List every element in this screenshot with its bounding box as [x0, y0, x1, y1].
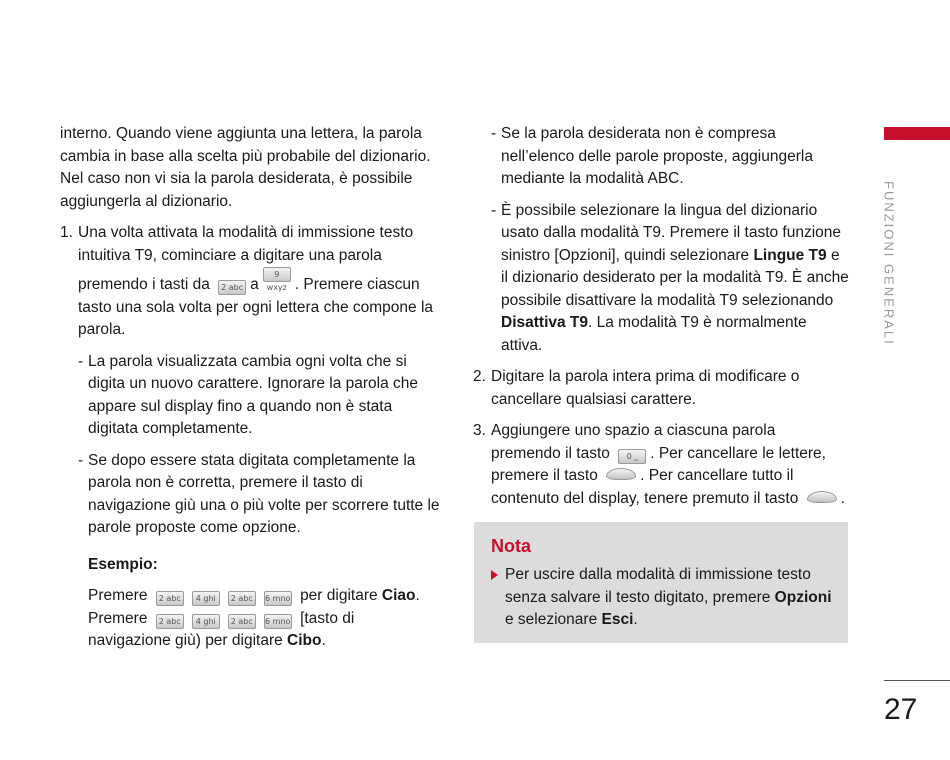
example-block — [88, 554, 440, 653]
section-tab-bar — [884, 127, 950, 140]
right-column — [473, 123, 849, 510]
example-label: Esempio: — [88, 555, 158, 573]
triangle-bullet-icon — [491, 570, 498, 580]
example-word: Cibo — [287, 632, 322, 649]
key-2-icon: 2 abc — [156, 591, 184, 606]
list-number: 3. — [473, 422, 486, 439]
key-2-icon: 2 abc — [228, 591, 256, 606]
section-label: FUNZIONI GENERALI — [881, 181, 897, 346]
sub-bullet-1: - La parola visualizzata cambia ogni volta che si digita un nuovo carattere. Ignorare la parola che appare sul display fino a quando non è stata digitata completamente. — [78, 352, 419, 437]
sub-bullet-3: - Se la parola desiderata non è compresa nell’elenco delle parole proposte, aggiungerla mediante la modalità ABC. — [491, 125, 813, 187]
intro-paragraph: interno. Quando viene aggiunta una lettera, la parola cambia in base alla scelta più probabile del dizionario. Nel caso non vi sia la parola desiderata, è possibile aggiungerla al dizionario. — [60, 125, 431, 210]
page-number-rule — [884, 680, 950, 681]
note-body: Per uscire dalla modalità di immissione testo senza salvare il testo digitato, premere Opzioni e selezionare Esci. — [491, 564, 836, 632]
list-number: 1. — [60, 224, 73, 241]
key-9-icon: 9 wxyz — [263, 267, 291, 282]
list-item-2: 2. Digitare la parola intera prima di modificare o cancellare qualsiasi carattere. — [473, 366, 849, 411]
list-item-3: 3. Aggiungere uno spazio a ciascuna parola premendo il tasto 0 ⎵ . Per cancellare le lettere, premere il tasto . Per cancellare tutto il contenuto del display, tenere premuto il tasto . — [473, 420, 849, 510]
key-2-icon: 2 abc — [156, 614, 184, 629]
left-column — [60, 123, 440, 653]
list-number: 2. — [473, 368, 486, 385]
key-6-icon: 6 mno — [264, 591, 292, 606]
sub-bullet-2: - Se dopo essere stata digitata completamente la parola non è corretta, premere il tasto di navigazione giù una o più volte per scorrere tutte le parole proposte come opzione. — [78, 451, 440, 536]
key-2-icon: 2 abc — [218, 280, 246, 295]
list-item-1 — [60, 222, 440, 342]
key-0-icon: 0 ⎵ — [618, 449, 646, 464]
key-4-icon: 4 ghi — [192, 614, 220, 629]
page-number: 27 — [884, 693, 918, 726]
clear-key-icon — [807, 491, 837, 503]
list-text: Una volta attivata la modalità di immissione testo intuitiva T9, cominciare a digitare una parola premendo i tasti da 2 abc a9 wxyz . Premere ciascun tasto una sola volta per ogni lettera che compone la parola. — [78, 224, 434, 338]
sub-bullet-4: - È possibile selezionare la lingua del dizionario usato dalla modalità T9. Premere il tasto funzione sinistro [Opzioni], quindi selezionare Lingue T9 e il dizionario desiderato per la modalità T9. È anche possibile disattivare la modalità T9 selezionando Disattiva T9. La modalità T9 è normalmente attiva. — [491, 201, 849, 354]
key-6-icon: 6 mno — [264, 614, 292, 629]
key-4-icon: 4 ghi — [192, 591, 220, 606]
note-box — [474, 522, 848, 643]
note-title: Nota — [491, 536, 531, 556]
clear-key-icon — [606, 468, 636, 480]
example-line-1: Premere 2 abc 4 ghi 2 abc 6 mno per digitare Ciao. — [88, 587, 420, 604]
example-line-2: Premere 2 abc 4 ghi 2 abc 6 mno [tasto di navigazione giù) per digitare Cibo. — [88, 609, 355, 649]
key-2-icon: 2 abc — [228, 614, 256, 629]
example-word: Ciao — [381, 587, 416, 604]
